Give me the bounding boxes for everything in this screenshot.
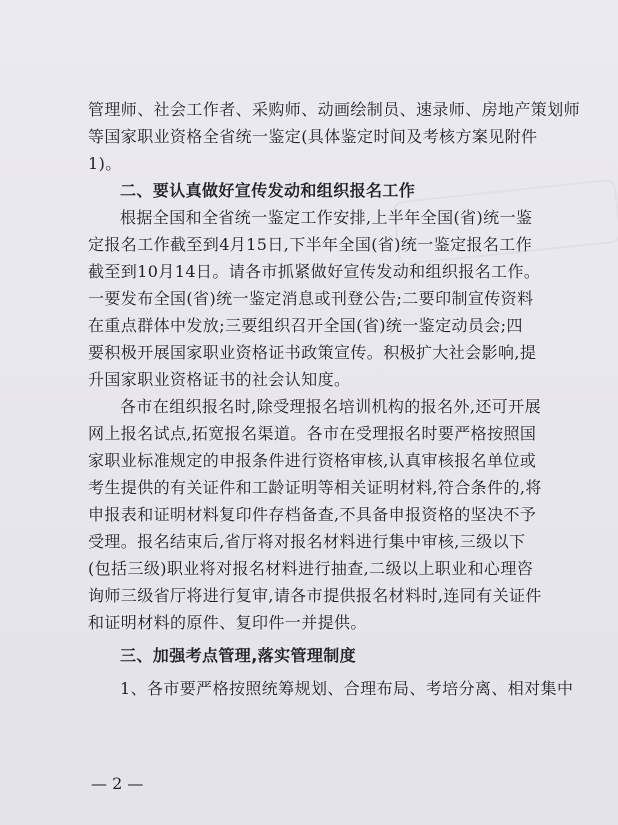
text-line: 受理。报名结束后,省厅将对报名材料进行集中审核,三级以下 (88, 532, 526, 551)
text-line: 升国家职业资格证书的社会认知度。 (88, 370, 351, 389)
text-line: 定报名工作截至到4月15日,下半年全国(省)统一鉴定报名工作 (88, 235, 533, 254)
text-line: 和证明材料的原件、复印件一并提供。 (88, 613, 367, 632)
text-line: 1)。 (88, 154, 122, 173)
text-line: 询师三级省厅将进行复审,请各市提供报名材料时,连同有关证件 (88, 586, 542, 605)
text-line: 等国家职业资格全省统一鉴定(具体鉴定时间及考核方案见附件 (88, 127, 538, 146)
text-line: 在重点群体中发放;三要组织召开全国(省)统一鉴定动员会;四 (88, 316, 523, 335)
text-line: 考生提供的有关证件和工龄证明等相关证明材料,符合条件的,将 (88, 478, 542, 497)
text-line: 一要发布全国(省)统一鉴定消息或刊登公告;二要印制宣传资料 (88, 289, 534, 308)
text-line: (包括三级)职业将对报名材料进行抽查,二级以上职业和心理咨 (88, 559, 534, 578)
text-line: 截至到10月14日。请各市抓紧做好宣传发动和组织报名工作。 (88, 262, 541, 281)
page-number: — 2 — (91, 774, 144, 793)
text-line: 家职业标准规定的申报条件进行资格审核,认真审核报名单位或 (88, 451, 537, 470)
paragraph-start: 根据全国和全省统一鉴定工作安排,上半年全国(省)统一鉴 (120, 208, 533, 227)
document-body (88, 96, 581, 702)
paragraph-start: 1、各市要严格按照统筹规划、合理布局、考培分离、相对集中 (120, 679, 574, 698)
section-heading-2: 二、要认真做好宣传发动和组织报名工作 (120, 181, 416, 200)
text-line: 管理师、社会工作者、采购师、动画绘制员、速录师、房地产策划师 (88, 100, 581, 119)
paragraph-start: 各市在组织报名时,除受理报名培训机构的报名外,还可开展 (120, 397, 541, 416)
text-line: 网上报名试点,拓宽报名渠道。各市在受理报名时要严格按照国 (88, 424, 537, 443)
text-line: 要积极开展国家职业资格证书政策宣传。积极扩大社会影响,提 (88, 343, 537, 362)
section-heading-3: 三、加强考点管理,落实管理制度 (120, 646, 357, 665)
text-line: 申报表和证明材料复印件存档备查,不具备申报资格的坚决不予 (88, 505, 537, 524)
